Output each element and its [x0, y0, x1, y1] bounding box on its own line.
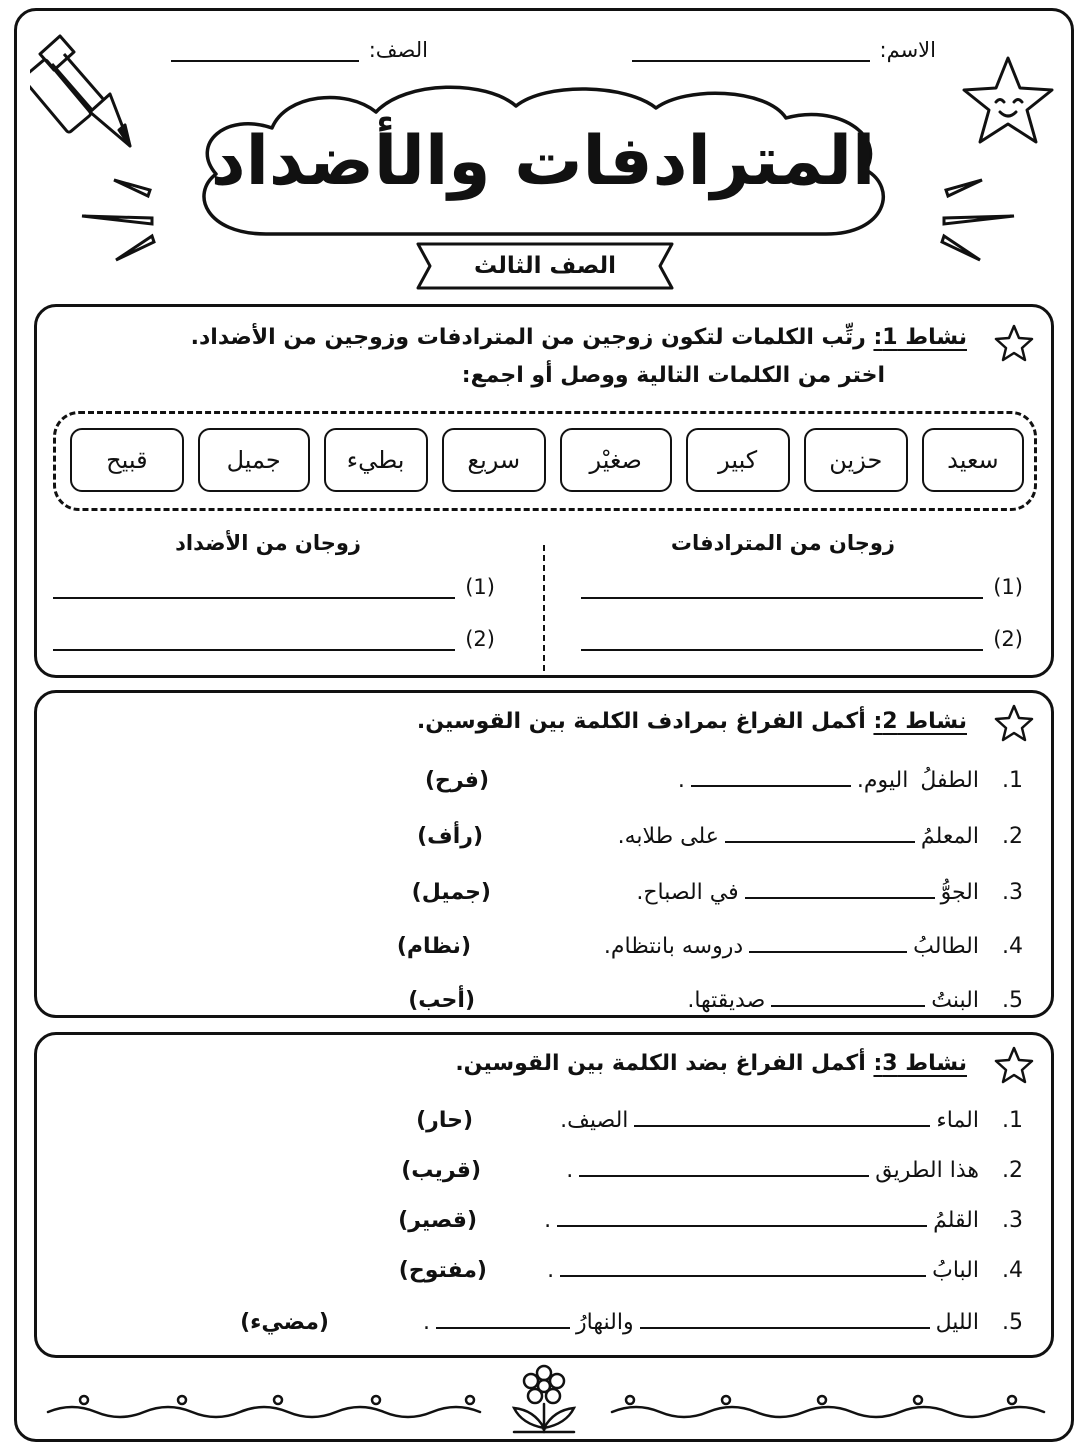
activity-3-item: 5. الليل والنهارُ . (مضيء)	[240, 1310, 1023, 1335]
rays-right-icon	[928, 168, 1018, 268]
activity-3-section	[34, 1032, 1054, 1358]
hint-word: (مفتوح)	[398, 1258, 487, 1283]
activity-2-tag: نشاط 2:	[873, 709, 967, 734]
name-line[interactable]	[632, 42, 870, 62]
activity-2-item: 1. الطفلُ اليوم. . (فرح)	[424, 768, 1023, 793]
answer-line[interactable]	[581, 581, 983, 599]
activity-3-item: 3. القلمُ . (قصير)	[398, 1208, 1023, 1233]
class-line[interactable]	[171, 42, 359, 62]
activity-2-item: 3. الجوُّ في الصباح. (جميل)	[411, 880, 1023, 905]
star-icon	[993, 323, 1035, 363]
activity-3-item: 1. الماء الصيف. (حار)	[416, 1108, 1023, 1133]
class-field[interactable]	[171, 38, 428, 62]
star-icon	[993, 1045, 1035, 1085]
activity-1-heading	[191, 321, 967, 355]
answer-blank[interactable]	[640, 1311, 930, 1329]
activity-2-heading	[417, 705, 967, 739]
antonym-pair-1[interactable]	[53, 575, 495, 599]
hint-word: (قصير)	[398, 1208, 477, 1233]
synonym-pair-1[interactable]	[581, 575, 1023, 599]
activity-1-tag: نشاط 1:	[873, 325, 967, 350]
rays-left-icon	[78, 168, 168, 268]
answer-blank[interactable]	[557, 1209, 927, 1227]
answer-blank[interactable]	[634, 1109, 930, 1127]
word-card[interactable]: حزين	[804, 428, 908, 492]
pencil-icon	[30, 26, 140, 156]
activity-1-instruction-2: اختر من الكلمات التالية ووصل أو اجمع:	[461, 363, 885, 388]
activity-2-section	[34, 690, 1054, 1018]
synonym-pair-2[interactable]	[581, 627, 1023, 651]
activity-3-item: 2. هذا الطريق . (قريب)	[401, 1158, 1023, 1183]
hint-word: (مضيء)	[240, 1310, 329, 1335]
activity-3-tag: نشاط 3:	[873, 1051, 967, 1076]
antonym-pair-2[interactable]	[53, 627, 495, 651]
answer-line[interactable]	[581, 633, 983, 651]
activity-2-item: 4. الطالبُ دروسه بانتظام. (نظام)	[396, 934, 1023, 959]
pair-number: (2)	[993, 627, 1023, 651]
answer-blank[interactable]	[771, 989, 925, 1007]
hint-word: (نظام)	[396, 934, 471, 959]
hint-word: (حار)	[416, 1108, 473, 1133]
pair-number: (2)	[465, 627, 495, 651]
class-label: الصف:	[368, 38, 428, 62]
pair-number: (1)	[465, 575, 495, 599]
word-card[interactable]: صغيْر	[560, 428, 672, 492]
hint-word: (رأف)	[417, 824, 483, 849]
hint-word: (أحب)	[408, 988, 475, 1013]
activity-3-heading	[455, 1047, 967, 1081]
answer-blank[interactable]	[749, 935, 907, 953]
hint-word: (جميل)	[411, 880, 491, 905]
activity-3-item: 4. البابُ . (مفتوح)	[398, 1258, 1023, 1283]
hint-word: (قريب)	[401, 1158, 481, 1183]
word-card[interactable]: بطيء	[324, 428, 428, 492]
synonyms-title: زوجان من المترادفات	[670, 531, 895, 555]
answer-blank[interactable]	[745, 881, 935, 899]
word-card[interactable]: كبير	[686, 428, 790, 492]
answer-blank[interactable]	[436, 1311, 570, 1329]
pair-number: (1)	[993, 575, 1023, 599]
word-card[interactable]: قبيح	[70, 428, 184, 492]
activity-1-section	[34, 304, 1054, 678]
word-bank	[53, 411, 1037, 511]
activity-2-item: 2. المعلمُ على طلابه. (رأف)	[417, 824, 1023, 849]
answer-blank[interactable]	[560, 1259, 926, 1277]
antonyms-title: زوجان من الأضداد	[175, 531, 361, 555]
activity-3-instruction: أكمل الفراغ بضد الكلمة بين القوسين.	[455, 1051, 866, 1076]
grade-label: الصف الثالث	[473, 253, 617, 279]
answer-blank[interactable]	[691, 769, 851, 787]
answer-line[interactable]	[53, 633, 455, 651]
answer-blank[interactable]	[579, 1159, 869, 1177]
star-icon	[993, 703, 1035, 743]
word-card[interactable]: جميل	[198, 428, 310, 492]
footer-flower-border	[40, 1362, 1050, 1438]
activity-1-instruction: رتِّب الكلمات لتكون زوجين من المترادفات وزوجين من الأضداد.	[190, 325, 866, 350]
smiling-star-icon	[958, 52, 1058, 152]
column-divider	[543, 545, 545, 671]
page-title: المترادفات والأضداد	[210, 122, 876, 201]
activity-2-instruction: أكمل الفراغ بمرادف الكلمة بين القوسين.	[416, 709, 866, 734]
hint-word: (فرح)	[424, 768, 489, 793]
word-card[interactable]: سعيد	[922, 428, 1024, 492]
answer-line[interactable]	[53, 581, 455, 599]
name-label: الاسم:	[879, 38, 936, 62]
answer-blank[interactable]	[725, 825, 915, 843]
activity-2-item: 5. البنتُ صديقتها. (أحب)	[408, 988, 1023, 1013]
word-card[interactable]: سريع	[442, 428, 546, 492]
name-field[interactable]	[632, 38, 936, 62]
